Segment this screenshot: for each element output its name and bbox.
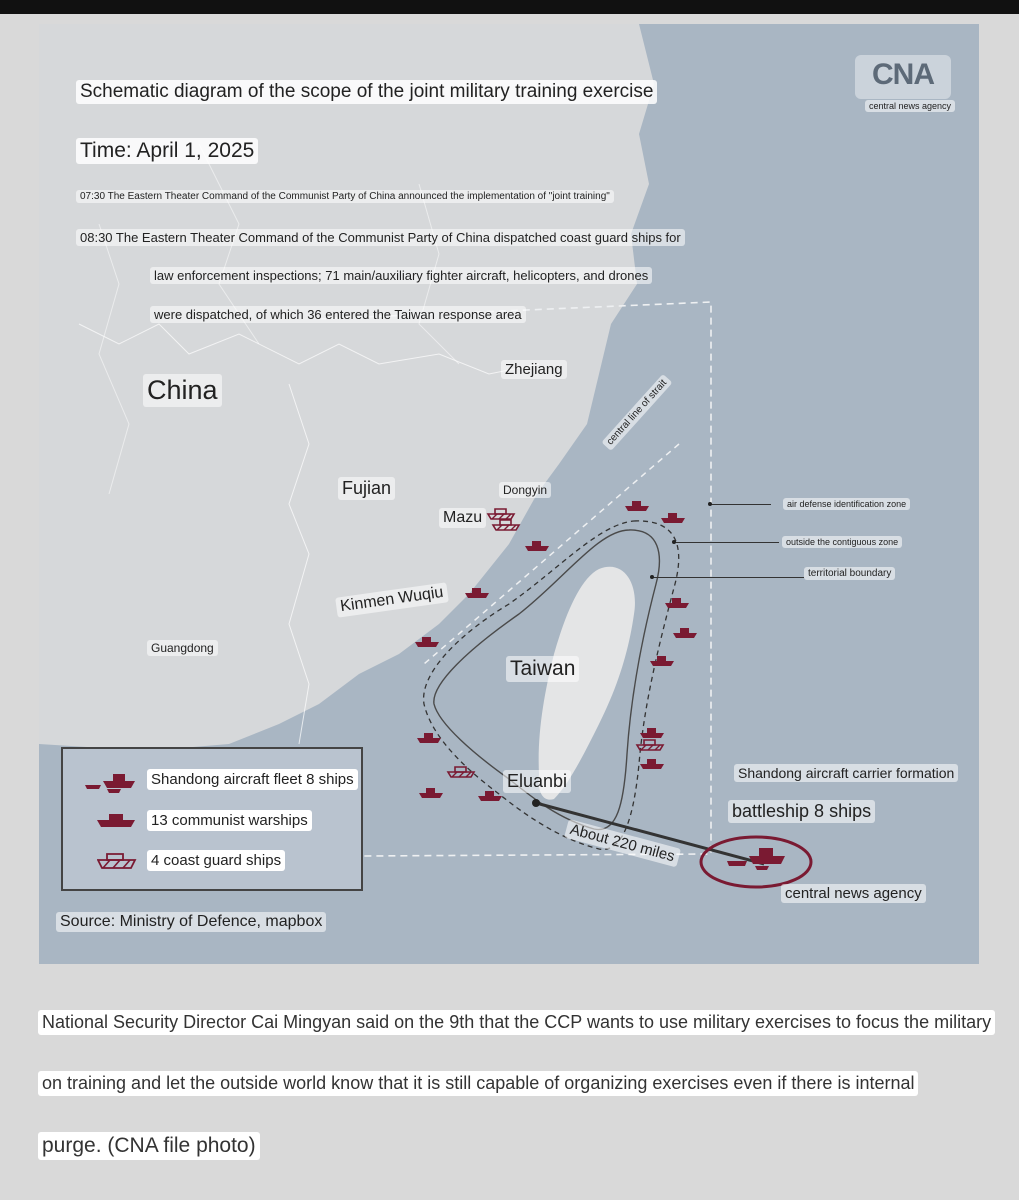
label-fujian: Fujian [338,477,395,500]
event-2: 08:30 The Eastern Theater Command of the Communist Party of China dispatched coast guard ships for [76,229,685,246]
distance-label: About 220 miles [564,819,681,867]
territorial-dot [650,575,654,579]
label-eluanbi: Eluanbi [503,770,571,793]
adiz-dot [708,502,712,506]
adiz-leader [711,504,771,505]
caption-line-2: on training and let the outside world know that it is still capable of organizing exercises even if there is internal [38,1071,918,1096]
legend-warships-label: 13 communist warships [147,810,312,831]
legend-coastguard [63,850,361,876]
event-3: law enforcement inspections; 71 main/auxiliary fighter aircraft, helicopters, and drones [150,267,652,284]
carrier-label-2: battleship 8 ships [728,800,875,823]
label-dongyin: Dongyin [499,482,551,498]
contiguous-dot [672,540,676,544]
event-1: 07:30 The Eastern Theater Command of the Communist Party of China announced the implementation of "joint training" [76,190,614,203]
label-zhejiang: Zhejiang [501,360,567,379]
source-label: Source: Ministry of Defence, mapbox [56,912,326,932]
cna-logo [855,55,951,99]
top-bar [0,0,1019,14]
zone-adiz-label: air defense identification zone [783,498,910,510]
coast-guard-icon [97,850,137,874]
legend-warships [63,810,361,836]
carrier-label-1: Shandong aircraft carrier formation [734,764,958,782]
legend-carrier [63,769,361,795]
zone-contiguous-label: outside the contiguous zone [782,536,902,548]
map-time: Time: April 1, 2025 [76,138,258,164]
watermark-label: central news agency [781,884,926,903]
median-line-label: central line of strait [601,374,672,451]
label-taiwan: Taiwan [506,656,579,682]
legend-coastguard-label: 4 coast guard ships [147,850,285,871]
territorial-leader [653,577,804,578]
zone-territorial-label: territorial boundary [804,567,895,580]
label-mazu: Mazu [439,508,486,528]
logo-text: CNA [872,58,934,91]
legend-carrier-label: Shandong aircraft fleet 8 ships [147,769,358,790]
contiguous-leader [675,542,779,543]
caption-line-1: National Security Director Cai Mingyan said on the 9th that the CCP wants to use military exercises to focus the military [38,1010,995,1035]
event-4: were dispatched, of which 36 entered the Taiwan response area [150,306,526,323]
taiwan-island [539,567,635,800]
caption-line-3: purge. (CNA file photo) [38,1132,260,1160]
logo-subtitle: central news agency [865,100,955,112]
label-guangdong: Guangdong [147,640,218,656]
carrier-fleet-icon [83,769,143,795]
label-kinmen: Kinmen Wuqiu [335,582,448,617]
label-china: China [143,374,222,407]
legend [61,747,363,891]
warship-icon [97,812,137,834]
map-title: Schematic diagram of the scope of the joint military training exercise [76,80,657,104]
